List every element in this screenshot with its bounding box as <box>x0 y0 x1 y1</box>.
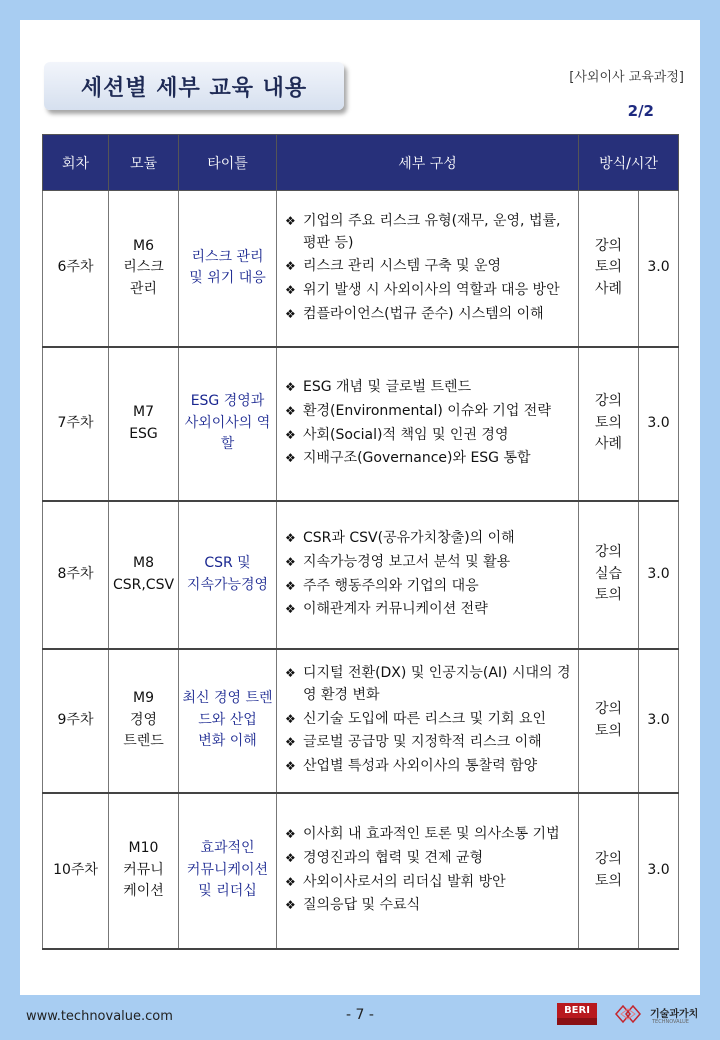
module-cell: M8 CSR,CSV <box>109 501 179 649</box>
col-module-header: 모듈 <box>109 135 179 191</box>
technovalue-logo-icon <box>612 1002 646 1026</box>
hours-cell: 3.0 <box>639 501 679 649</box>
diamond-bullet-icon: ❖ <box>285 827 296 842</box>
detail-text: 지배구조(Governance)와 ESG 통합 <box>303 450 531 467</box>
details-cell <box>277 347 579 501</box>
detail-text: 경영진과의 협력 및 견제 균형 <box>303 849 484 866</box>
list-item <box>285 599 572 621</box>
detail-text: 신기술 도입에 따른 리스크 및 기회 요인 <box>303 710 547 727</box>
col-title-header: 타이틀 <box>179 135 277 191</box>
beri-logo-band <box>557 1018 597 1025</box>
diamond-bullet-icon: ❖ <box>285 759 296 774</box>
diamond-bullet-icon: ❖ <box>285 283 296 298</box>
week-cell: 7주차 <box>43 347 109 501</box>
table-row <box>43 501 679 649</box>
module-cell: M6 리스크 관리 <box>109 191 179 347</box>
diamond-bullet-icon: ❖ <box>285 711 296 726</box>
table-row <box>43 191 679 347</box>
technovalue-logo-subtext: TECHNOVALUE <box>652 1019 689 1025</box>
list-item <box>285 576 572 598</box>
detail-text: 컴플라이언스(법규 준수) 시스템의 이해 <box>303 305 544 322</box>
details-cell <box>277 191 579 347</box>
details-cell <box>277 649 579 793</box>
module-cell: M7 ESG <box>109 347 179 501</box>
title-cell: ESG 경영과 사외이사의 역할 <box>179 347 277 501</box>
detail-text: 이사회 내 효과적인 토론 및 의사소통 기법 <box>303 826 560 843</box>
hours-cell: 3.0 <box>639 793 679 949</box>
diamond-bullet-icon: ❖ <box>285 898 296 913</box>
week-cell: 9주차 <box>43 649 109 793</box>
section-title: 세션별 세부 교육 내용 <box>44 62 344 110</box>
method-cell: 강의 토의 <box>579 793 639 949</box>
diamond-bullet-icon: ❖ <box>285 531 296 546</box>
diamond-bullet-icon: ❖ <box>285 427 296 442</box>
hours-cell: 3.0 <box>639 191 679 347</box>
detail-text: 리스크 관리 시스템 구축 및 운영 <box>303 258 502 275</box>
list-item <box>285 663 572 706</box>
footer-page-number: - 7 - <box>346 1007 374 1023</box>
week-cell: 6주차 <box>43 191 109 347</box>
list-item <box>285 824 572 846</box>
details-cell <box>277 501 579 649</box>
list-item <box>285 895 572 917</box>
schedule-body <box>43 191 679 949</box>
list-item <box>285 872 572 894</box>
diamond-bullet-icon: ❖ <box>285 578 296 593</box>
list-item <box>285 425 572 447</box>
details-list <box>285 528 572 621</box>
detail-text: 이해관계자 커뮤니케이션 전략 <box>303 601 488 618</box>
list-item <box>285 448 572 470</box>
diamond-bullet-icon: ❖ <box>285 602 296 617</box>
course-tag: [사외이사 교육과정] <box>569 70 684 85</box>
table-row <box>43 649 679 793</box>
detail-text: 지속가능경영 보고서 분석 및 활용 <box>303 553 511 570</box>
footer-url: www.technovalue.com <box>26 1009 173 1024</box>
method-cell: 강의 토의 사례 <box>579 347 639 501</box>
method-cell: 강의 실습 토의 <box>579 501 639 649</box>
details-list <box>285 377 572 470</box>
list-item <box>285 256 572 278</box>
diamond-bullet-icon: ❖ <box>285 874 296 889</box>
diamond-bullet-icon: ❖ <box>285 850 296 865</box>
title-cell: CSR 및 지속가능경영 <box>179 501 277 649</box>
list-item <box>285 304 572 326</box>
detail-text: 기업의 주요 리스크 유형(재무, 운영, 법률, 평판 등) <box>303 213 561 251</box>
week-cell: 8주차 <box>43 501 109 649</box>
detail-text: 산업별 특성과 사외이사의 통찰력 함양 <box>303 758 538 775</box>
diamond-bullet-icon: ❖ <box>285 403 296 418</box>
detail-text: ESG 개념 및 글로벌 트렌드 <box>303 379 472 396</box>
diamond-bullet-icon: ❖ <box>285 451 296 466</box>
details-list <box>285 824 572 917</box>
title-cell: 리스크 관리 및 위기 대응 <box>179 191 277 347</box>
diamond-bullet-icon: ❖ <box>285 735 296 750</box>
title-cell: 효과적인 커뮤니케이션 및 리더십 <box>179 793 277 949</box>
beri-logo <box>557 1003 597 1025</box>
title-cell: 최신 경영 트렌드와 산업 변화 이해 <box>179 649 277 793</box>
detail-text: 환경(Environmental) 이슈와 기업 전략 <box>303 402 551 419</box>
list-item <box>285 848 572 870</box>
list-item <box>285 211 572 254</box>
module-cell: M10 커뮤니 케이션 <box>109 793 179 949</box>
detail-text: 주주 행동주의와 기업의 대응 <box>303 577 479 594</box>
diamond-bullet-icon: ❖ <box>285 554 296 569</box>
col-week-header: 회차 <box>43 135 109 191</box>
module-cell: M9 경영 트렌드 <box>109 649 179 793</box>
diamond-bullet-icon: ❖ <box>285 306 296 321</box>
col-details-header: 세부 구성 <box>277 135 579 191</box>
hours-cell: 3.0 <box>639 649 679 793</box>
col-method-header: 방식/시간 <box>579 135 679 191</box>
week-cell: 10주차 <box>43 793 109 949</box>
table-header-row <box>43 135 679 191</box>
beri-logo-text: BERI <box>564 1005 590 1016</box>
schedule-table <box>42 134 679 950</box>
page-index: 2/2 <box>627 102 654 120</box>
list-item <box>285 401 572 423</box>
list-item <box>285 377 572 399</box>
list-item <box>285 552 572 574</box>
details-list <box>285 211 572 325</box>
diamond-bullet-icon: ❖ <box>285 259 296 274</box>
list-item <box>285 756 572 778</box>
detail-text: 질의응답 및 수료식 <box>303 897 421 914</box>
table-row <box>43 347 679 501</box>
method-cell: 강의 토의 <box>579 649 639 793</box>
list-item <box>285 280 572 302</box>
diamond-bullet-icon: ❖ <box>285 666 296 681</box>
detail-text: 사외이사로서의 리더십 발휘 방안 <box>303 873 506 890</box>
details-cell <box>277 793 579 949</box>
list-item <box>285 528 572 550</box>
document-page <box>20 20 700 995</box>
detail-text: CSR과 CSV(공유가치창출)의 이해 <box>303 530 515 547</box>
list-item <box>285 732 572 754</box>
technovalue-logo-text: 기술과가치 <box>650 1009 699 1020</box>
list-item <box>285 709 572 731</box>
method-cell: 강의 토의 사례 <box>579 191 639 347</box>
table-row <box>43 793 679 949</box>
detail-text: 글로벌 공급망 및 지정학적 리스크 이해 <box>303 734 542 751</box>
diamond-bullet-icon: ❖ <box>285 380 296 395</box>
diamond-bullet-icon: ❖ <box>285 214 296 229</box>
detail-text: 위기 발생 시 사외이사의 역할과 대응 방안 <box>303 282 560 299</box>
detail-text: 디지털 전환(DX) 및 인공지능(AI) 시대의 경영 환경 변화 <box>303 665 571 703</box>
detail-text: 사회(Social)적 책임 및 인권 경영 <box>303 426 509 443</box>
hours-cell: 3.0 <box>639 347 679 501</box>
details-list <box>285 663 572 777</box>
